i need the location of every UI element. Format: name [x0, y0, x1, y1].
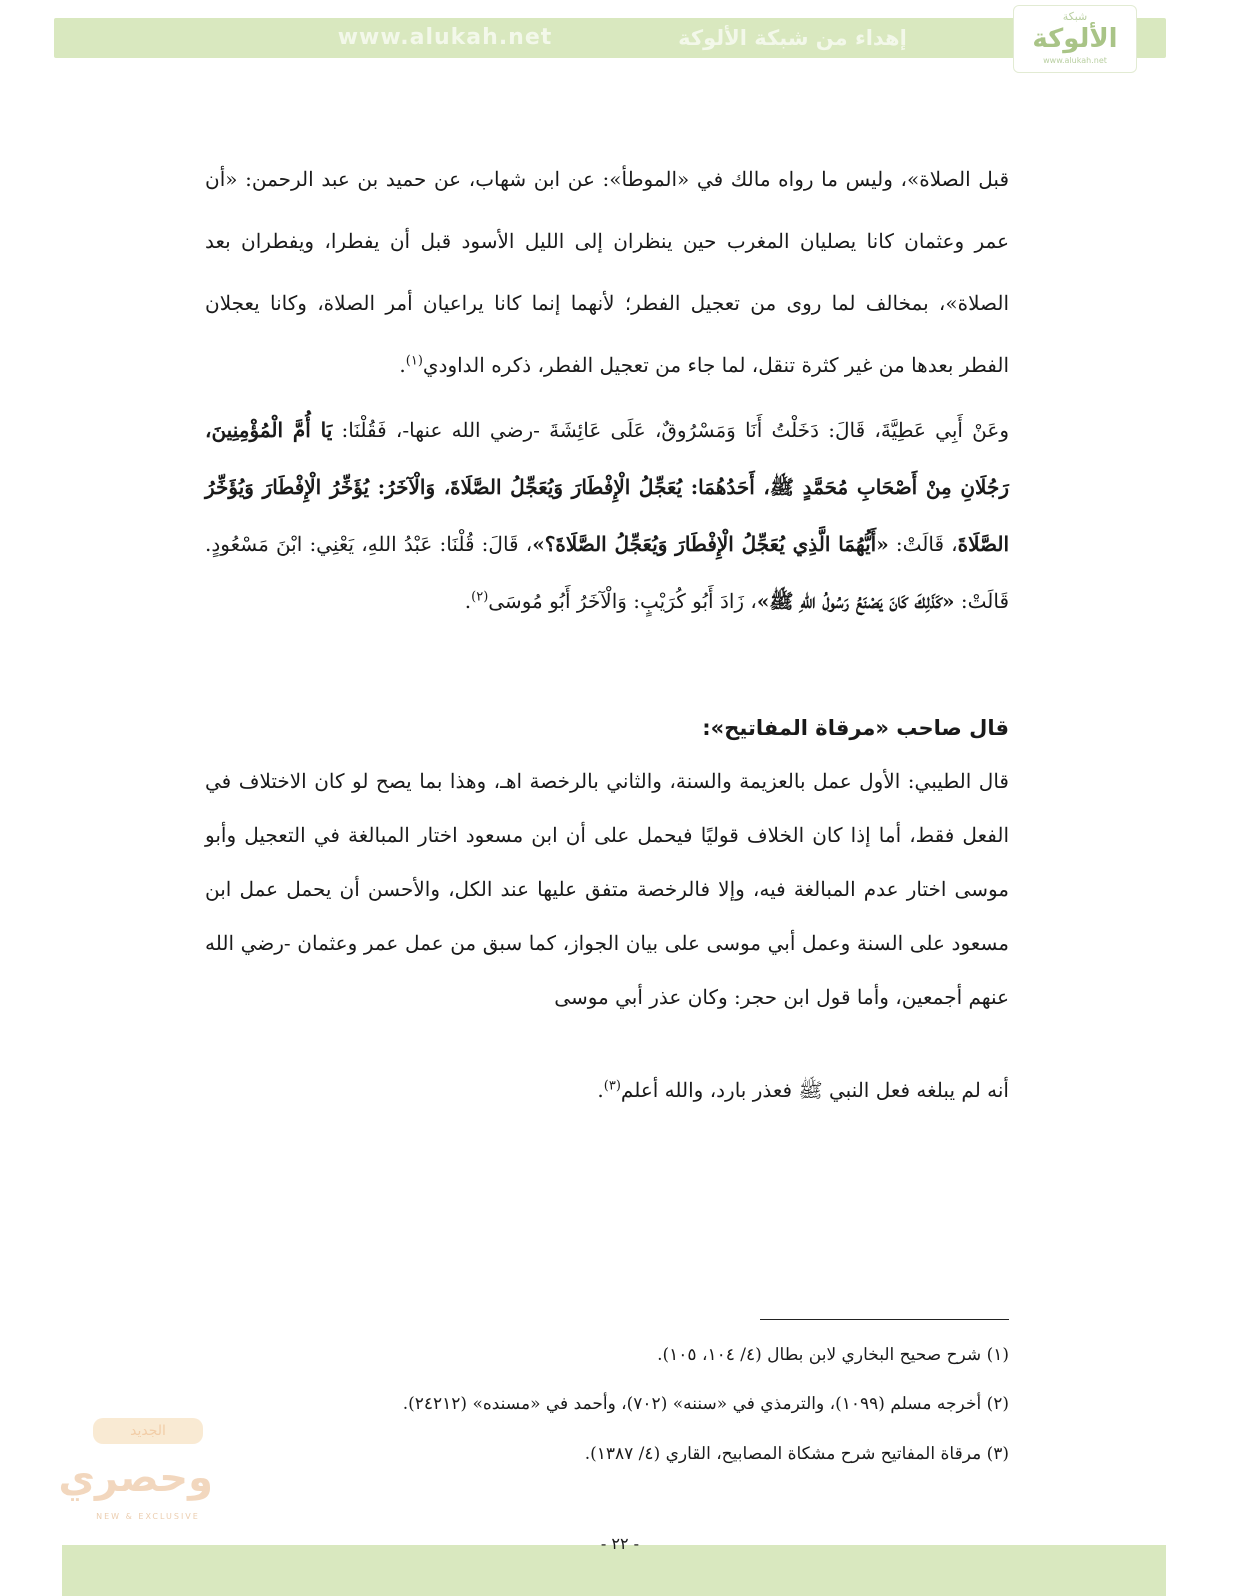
- hadith-question: يَا أُمَّ الْمُؤْمِنِينَ، رَجُلَانِ مِنْ أَصْحَابِ مُحَمَّدٍ ﷺ، أَحَدُهُمَا: يُعَجِّلُ الْإِفْطَارَ وَيُعَجِّلُ الصَّلَاةَ، وَالْآخَرُ: يُؤَخِّرُ الْإِفْطَارَ وَيُؤَخِّرُ الصَّلَاةَ: [205, 418, 1010, 556]
- paragraph-3-text: قال الطيبي: الأول عمل بالعزيمة والسنة، والثاني بالرخصة اهـ، وهذا بما يصح لو كان الاختلاف في الفعل فقط، أما إذا كان الخلاف قوليًا فيحمل على أن ابن مسعود اختار المبالغة في التعجيل وأبو موسى اختار عدم المبالغة فيه، وإلا فالرخصة متفق عليها عند الكل، والأحسن أن يحمل عمل ابن مسعود على السنة وعمل أبي موسى على بيان الجواز، كما سبق من عمل عمر وعثمان -رضي الله عنهم أجمعين، وأما قول ابن حجر: وكان عذر أبي موسى: [205, 769, 1009, 1009]
- section-heading: قال صاحب «مرقاة المفاتيح»:: [702, 716, 1009, 740]
- paragraph-1-text: قبل الصلاة»، وليس ما رواه مالك في «الموطأ»: عن ابن شهاب، عن حميد بن عبد الرحمن: «أن عمر وعثمان كانا يصليان المغرب حين ينظران إلى الليل الأسود قبل أن يفطرا، ويفطران بعد الصلاة»، بمخالف لما روى من تعجيل الفطر؛ لأنهما إنما كانا يراعيان أمر الصلاة، وكانا يعجلان الفطر بعدها من غير كثرة تنقل، لما جاء من تعجيل الفطر، ذكره الداودي: [205, 167, 1010, 377]
- footnote-1: (١) شرح صحيح البخاري لابن بطال (٤/ ١٠٤، ١٠٥).: [657, 1345, 1009, 1365]
- footnote-ref-2: (٢): [471, 589, 489, 605]
- logo-url-text: www.alukah.net: [1043, 56, 1107, 65]
- paragraph-3: [205, 754, 1009, 1024]
- footnote-2: (٢) أخرجه مسلم (١٠٩٩)، والترمذي في «سننه» (٧٠٢)، وأحمد في «مسنده» (٢٤٢١٢).: [402, 1394, 1009, 1414]
- stamp-main-text: وحصري: [58, 1455, 213, 1501]
- paragraph-1-end: .: [399, 353, 406, 377]
- hadith-aisha-question: «أَيُّهُمَا الَّذِي يُعَجِّلُ الْإِفْطَارَ وَيُعَجِّلُ الصَّلَاةَ؟»: [532, 532, 889, 556]
- hadith-addition: ، زَادَ أَبُو كُرَيْبٍ: وَالْآخَرُ أَبُو مُوسَى: [488, 589, 757, 613]
- paragraph-2: [205, 402, 1009, 630]
- footnote-ref-1: (١): [405, 353, 423, 369]
- logo-main-text: الألوكة: [1032, 24, 1118, 54]
- header-gift-text: إهداء من شبكة الألوكة: [678, 26, 907, 50]
- stamp-bottom-text: NEW & EXCLUSIVE: [96, 1512, 200, 1521]
- hadith-connector-2: ، قَالَ: قُلْنَا: عَبْدُ اللهِ، يَعْنِي: ابْنَ مَسْعُودٍ. قَالَتْ:: [205, 532, 1009, 613]
- hadith-connector-1: ، قَالَتْ:: [895, 532, 958, 556]
- paragraph-4-text: أنه لم يبلغه فعل النبي ﷺ فعذر بارد، والله أعلم: [620, 1078, 1009, 1102]
- stamp-top-text: الجديد: [93, 1418, 203, 1444]
- paragraph-1: [205, 148, 1009, 396]
- page-number: - ٢٢ -: [600, 1534, 640, 1553]
- new-exclusive-stamp: [58, 1418, 213, 1530]
- logo-small-text: شبكة: [1062, 10, 1088, 23]
- hadith-answer: «كَذَلِكَ كَانَ يَصْنَعُ رَسُولُ اللهِ ﷺ»: [756, 589, 955, 613]
- header-url: www.alukah.net: [337, 25, 553, 50]
- paragraph-2-end: .: [464, 589, 472, 613]
- paragraph-4: [205, 1070, 1009, 1110]
- alukah-logo: [1013, 5, 1137, 73]
- hadith-intro: وعَنْ أَبِي عَطِيَّةَ، قَالَ: دَخَلْتُ أَنَا وَمَسْرُوقٌ، عَلَى عَائِشَةَ -رضي الله عنها-، فَقُلْنَا:: [341, 418, 1009, 442]
- footnote-separator: [760, 1319, 1009, 1320]
- footnote-3: (٣) مرقاة المفاتيح شرح مشكاة المصابيح، القاري (٤/ ١٣٨٧).: [584, 1444, 1009, 1464]
- paragraph-4-end: .: [597, 1078, 604, 1102]
- footnote-ref-3: (٣): [603, 1078, 621, 1094]
- header-band: [54, 18, 1166, 58]
